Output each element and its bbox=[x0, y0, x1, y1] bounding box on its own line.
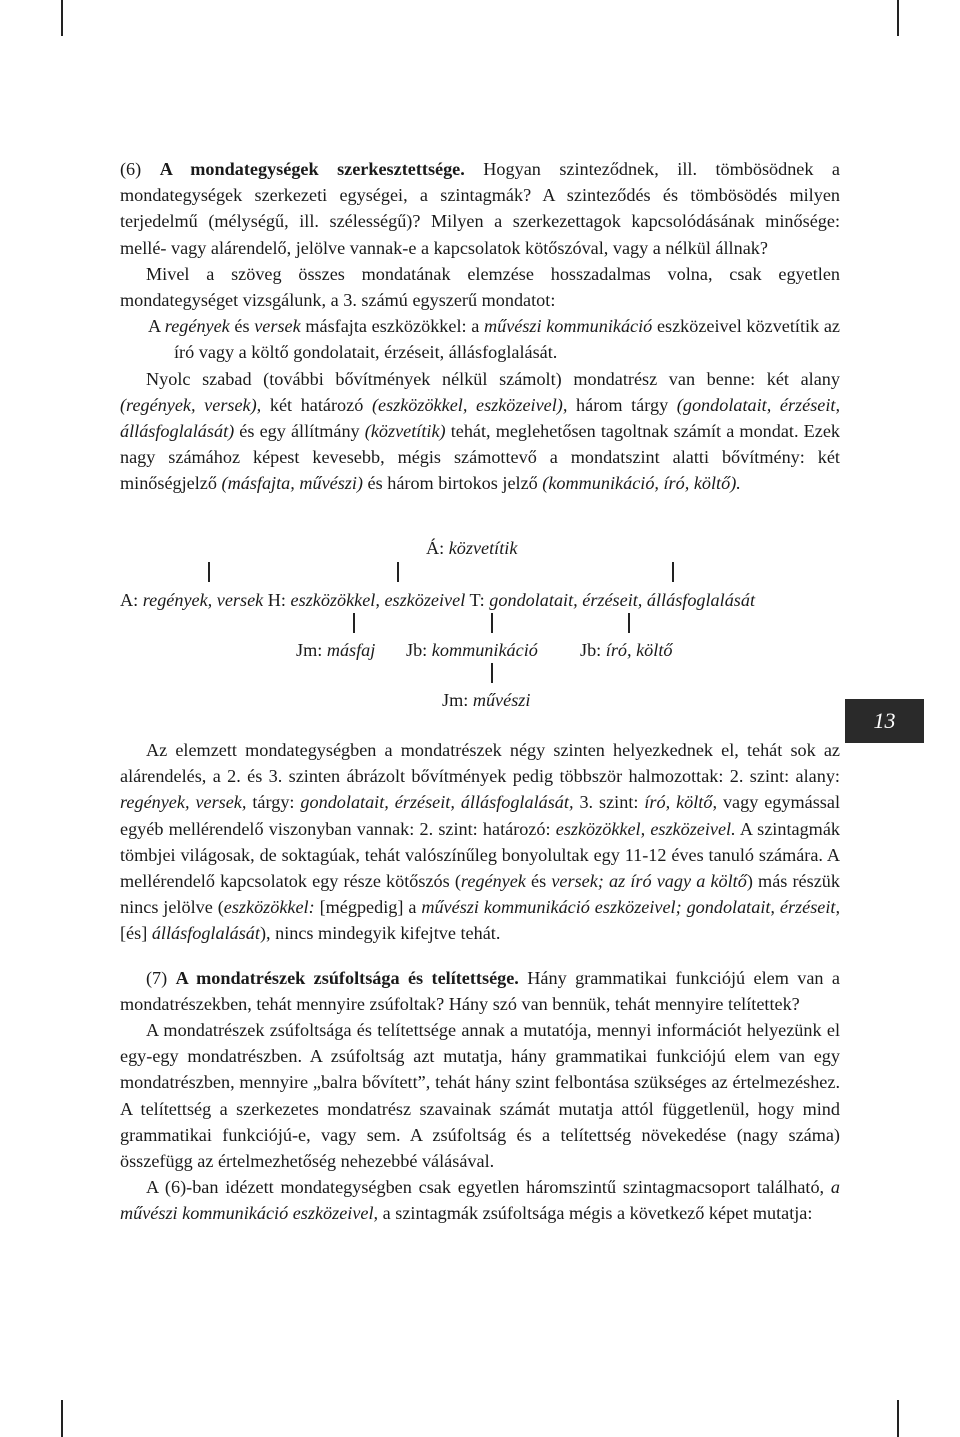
tree-node-qualifier-2 bbox=[442, 689, 530, 711]
section-lead-text: Hány grammatikai funkciójú elem van a mondatrészekben, tehát mennyire zsúfoltak? Hány szó van bennük, tehát mennyire telítettek? bbox=[120, 967, 840, 1014]
text-run: tehát, meglehetősen tagoltnak számít a mondat. Ezek nagy számához képest kevesebb, mégis számottevő a mondatszint alatti bővítmény: két minőségjelző bbox=[120, 421, 840, 494]
text-run: vagy egymással egyéb mellérendelő viszonyban vannak: 2. szint: határozó: bbox=[120, 792, 840, 839]
text-run: A szintagmák tömbjei világosak, de soktagúak, tehát valószínűleg bonyolultak egy 11-12 éves tanuló számára. A mellérendelő kapcsolatok egy része kötőszós ( bbox=[120, 818, 840, 892]
crop-mark-top-right bbox=[897, 0, 899, 36]
page-number: 13 bbox=[873, 708, 896, 733]
text-run: 3. szint: bbox=[573, 792, 645, 813]
node-label: A: bbox=[120, 590, 143, 610]
text-run: két határozó bbox=[261, 394, 372, 415]
text-run: Nyolc szabad (további bővítmények nélkül számolt) mondatrész van benne: két alany bbox=[146, 368, 840, 389]
text-run: és bbox=[525, 871, 552, 892]
text-run: és egy állítmány bbox=[234, 421, 365, 442]
tree-row-level-2 bbox=[120, 589, 755, 611]
text-run: A (6)-ban idézett mondategységben csak egyetlen háromszintű szintagmacsoport található, bbox=[146, 1177, 831, 1198]
node-label: Jm: bbox=[296, 640, 327, 660]
node-label: Jb: bbox=[406, 640, 432, 660]
section-6-text bbox=[120, 156, 840, 497]
text-run: [mégpedig] a bbox=[314, 897, 422, 918]
tree-node-possessive-2 bbox=[580, 639, 672, 661]
text-run: állásfoglalását bbox=[151, 923, 260, 944]
section-7-lead bbox=[120, 965, 840, 1017]
node-label: T: bbox=[465, 590, 490, 610]
crop-mark-bottom-left bbox=[61, 1400, 63, 1437]
example-part: művészi kommunikáció bbox=[483, 316, 653, 337]
crop-mark-bottom-right bbox=[897, 1400, 899, 1437]
example-part: versek bbox=[254, 316, 301, 337]
section-number: (6) bbox=[120, 159, 160, 179]
node-label: Á: bbox=[426, 538, 449, 558]
node-label: Jm: bbox=[442, 690, 473, 710]
text-run: (közvetítik) bbox=[364, 421, 446, 442]
tree-branch-line bbox=[397, 562, 399, 582]
text-run: eszközökkel: bbox=[223, 897, 315, 918]
text-run: [és] bbox=[120, 923, 152, 944]
node-label: Jb: bbox=[580, 640, 606, 660]
text-run: három tárgy bbox=[567, 394, 677, 415]
node-value: eszközökkel, eszközeivel bbox=[290, 590, 466, 610]
example-part: eszközeivel közvetítik az író vagy a költő gondolatait, érzéseit, állásfoglalását. bbox=[174, 316, 840, 363]
section-6-paragraph-3 bbox=[120, 366, 840, 497]
section-6-lead bbox=[120, 156, 840, 261]
text-run: a szintagmák zsúfoltsága mégis a következő képet mutatja: bbox=[378, 1203, 813, 1224]
analysis-and-section-7 bbox=[120, 737, 840, 1227]
text-run: Az elemzett mondategységben a mondatrészek négy szinten helyezkednek el, tehát sok az alárendelés, a 2. és 3. szinten ábrázolt bővítmények pedig többször halmozottak: 2. szint: alany: bbox=[120, 740, 840, 787]
section-title: A mondategységek szerkesztettsége. bbox=[159, 159, 465, 179]
example-sentence bbox=[120, 313, 840, 365]
tree-branch-line bbox=[491, 663, 493, 683]
node-value: művészi bbox=[472, 690, 531, 710]
text-run: író, költő, bbox=[644, 792, 717, 813]
text-run: (gondolatait, érzéseit, állásfoglalását) bbox=[120, 394, 840, 442]
tree-node-possessive-1 bbox=[406, 639, 538, 661]
node-value: regények, versek bbox=[142, 590, 264, 610]
node-value: gondolatait, érzéseit, állásfoglalását bbox=[489, 590, 756, 610]
text-run: tárgy: bbox=[246, 792, 301, 813]
text-run: (regények, versek), bbox=[120, 394, 262, 415]
text-run: a művészi kommunikáció eszközeivel, bbox=[120, 1177, 840, 1224]
text-run: (eszközökkel, eszközeivel), bbox=[371, 394, 568, 415]
text-run: (kommunikáció, író, költő). bbox=[542, 473, 741, 494]
example-part: másfajta eszközökkel: a bbox=[300, 316, 484, 337]
section-title: A mondatrészek zsúfoltsága és telítettsége. bbox=[175, 967, 519, 988]
tree-branch-line bbox=[672, 562, 674, 582]
text-run: eszközökkel, eszközeivel. bbox=[555, 818, 736, 839]
tree-node-qualifier bbox=[296, 639, 375, 661]
node-value: másfaj bbox=[326, 640, 376, 660]
example-part: A bbox=[148, 316, 165, 337]
node-value: közvetítik bbox=[448, 538, 518, 558]
text-run: regények, versek, bbox=[120, 792, 247, 813]
page-number-tab bbox=[845, 699, 924, 743]
analysis-paragraph bbox=[120, 737, 840, 947]
node-value: kommunikáció bbox=[431, 640, 538, 660]
text-run: regények bbox=[460, 871, 526, 892]
section-7-paragraph-2: A mondatrészek zsúfoltsága és telítettsége annak a mutatója, mennyi információt helyezünk el egy-egy mondatrészben. A zsúfoltság azt mutatja, hány grammatikai funkciójú elem van egy mondatrészben, mennyire „balra bővített”, tehát hány szint felbontása szükséges az értelmezéshez. A telítettség a szerkezetes mondatrész szavainak számát mutatja attól függetlenül, hogy mind grammatikai funkciójú-e, vagy sem. A zsúfoltság és a telítettség növekedése (nagy száma) összefügg az értelmezhetőség nehezebbé válásával. bbox=[120, 1020, 840, 1172]
tree-branch-line bbox=[491, 613, 493, 633]
text-run: (másfajta, művészi) bbox=[221, 473, 363, 494]
text-run: művészi kommunikáció eszközeivel; gondolatait, érzéseit, bbox=[421, 897, 840, 918]
tree-branch-line bbox=[208, 562, 210, 582]
section-number: (7) bbox=[146, 967, 176, 988]
tree-branch-line bbox=[353, 613, 355, 633]
text-run: ) más részük nincs jelölve ( bbox=[120, 871, 840, 918]
text-run: gondolatait, érzéseit, állásfoglalását, bbox=[300, 792, 574, 813]
text-run: és három birtokos jelző bbox=[362, 473, 543, 494]
node-label: H: bbox=[263, 590, 291, 610]
text-run: ), nincs mindegyik kifejtve tehát. bbox=[259, 923, 501, 944]
section-7-paragraph-3 bbox=[120, 1174, 840, 1226]
section-6-paragraph-2: Mivel a szöveg összes mondatának elemzése hosszadalmas volna, csak egyetlen mondategységet vizsgálunk, a 3. számú egyszerű mondatot: bbox=[120, 263, 840, 311]
example-part: regények bbox=[164, 316, 230, 337]
node-value: író, költő bbox=[605, 640, 673, 660]
crop-mark-top-left bbox=[61, 0, 63, 36]
tree-branch-line bbox=[628, 613, 630, 633]
section-lead-text: Hogyan szinteződnek, ill. tömbösödnek a mondategységek szerkezeti egységei, a szintagmák? A szinteződés és tömbösödés milyen terjedelmű (mélységű, ill. szélességű)? Milyen a szerkezettagok kapcsolódásának minősége: mellé- vagy alárendelő, jelölve vannak-e a kapcsolatok kötőszóval, vagy a nélkül állnak? bbox=[120, 159, 841, 258]
text-run: versek; az író vagy a költő bbox=[551, 871, 747, 892]
tree-node-predicate bbox=[426, 537, 517, 559]
example-part: és bbox=[229, 316, 255, 337]
